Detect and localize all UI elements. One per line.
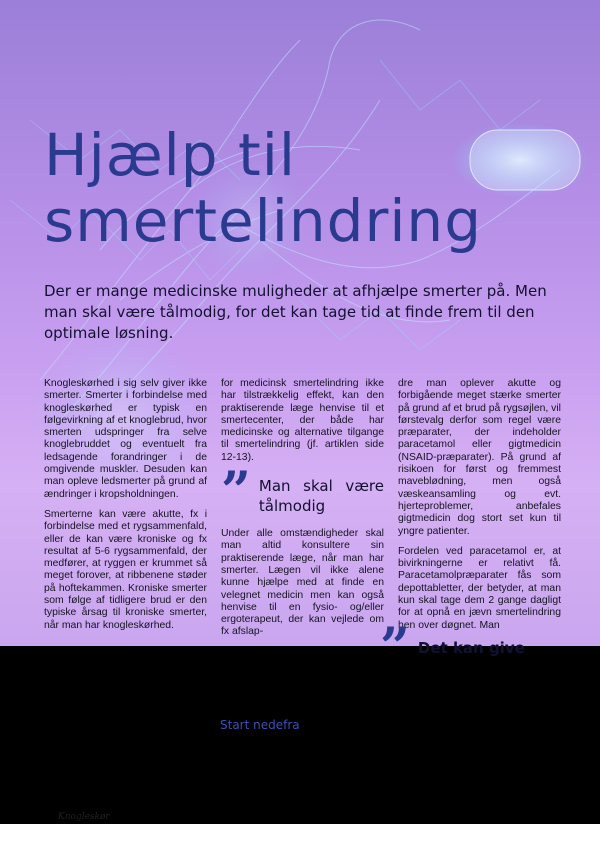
quote-mark-icon: ”: [380, 617, 410, 678]
pull-quote-2: [380, 617, 580, 678]
col1-paragraph-2: Smerterne kan være akutte, fx i forbindelse med et rygsammenfald, eller de kan være kroniske og fx resultat af 5-6 rygsammenfald, der medfører, at ryggen er krummet så meget forover, at ribbenene støder på hoftekammen. Kroniske smerter som følge af tidligere brud er den typiske årsag til kroniske smerter, når man har knogleskørhed.: [44, 508, 207, 631]
quote-mark-icon: ”: [221, 461, 251, 523]
page-title: [44, 122, 482, 254]
footer-label: Knogleskør: [58, 812, 110, 822]
column-1: [44, 378, 207, 640]
col2-paragraph-2: Under alle omstændigheder skal man altid konsultere sin praktiserende læge, når man har smerter. Lægen vil ikke alene kunne hjælpe med at finde en velegnet medicin men kan også henvise til en fysio- og/eller ergoterapeut, der kan vejlede om fx afslap-: [221, 528, 384, 638]
column-3: [398, 378, 561, 640]
column-2: [221, 378, 384, 647]
black-overlay-band: [0, 646, 600, 824]
lead-paragraph: Der er mange medicinske muligheder at afhjælpe smerter på. Men man skal være tålmodig, for det kan tage tid at finde frem til den optimale løsning.: [44, 282, 547, 342]
col2-paragraph-1: for medicinsk smertelindring ikke har tilstrækkelig effekt, kan den praktiserende læge henvise til et smertecenter, der både har medicinske og alternative tilgange til smertelindring (jf. artiklen side 12-13).: [221, 378, 384, 463]
col3-paragraph-2: Fordelen ved paracetamol er, at bivirkningerne er relativt få. Paracetamolpræparater fås som depottabletter, der betyder, at man kun skal tage dem 2 gange dagligt for at opnå en jævn smertelindring hen over døgnet. Man: [398, 545, 561, 631]
pull-quote: [221, 461, 384, 523]
pull-quote-text: Man skal være tålmodig: [258, 477, 384, 516]
col1-paragraph-1: Knogleskørhed i sig selv giver ikke smerter. Smerter i forbindelse med knogleskørhed er typisk en følgevirkning af et knoglebrud, hvor smerten udspringer fra selve knoglebruddet og eventuelt fra ledsagende forandringer i de omgivende muskler. Desuden kan man opleve ledsmerter på grund af ændringer i kropsholdningen.: [44, 378, 207, 500]
col3-paragraph-1: dre man oplever akutte og forbigående meget stærke smerter på grund af et brud på rygsøjlen, vil førstevalg derfor som regel være præparater, der indeholder paracetamol eller gigtmedicin (NSAID-præparater). På grund af risikoen for først og fremmest maveblødning, men også væskeansamling og evt. hjerteproblemer, anbefales gigtmedicin dog stort set kun til yngre patienter.: [398, 378, 561, 537]
title-line-1: Hjælp til: [44, 121, 297, 189]
pull-quote-2-text: Det kan give: [417, 639, 525, 657]
title-line-2: smertelindring: [44, 187, 483, 255]
start-link[interactable]: Start nedefra: [220, 718, 300, 732]
